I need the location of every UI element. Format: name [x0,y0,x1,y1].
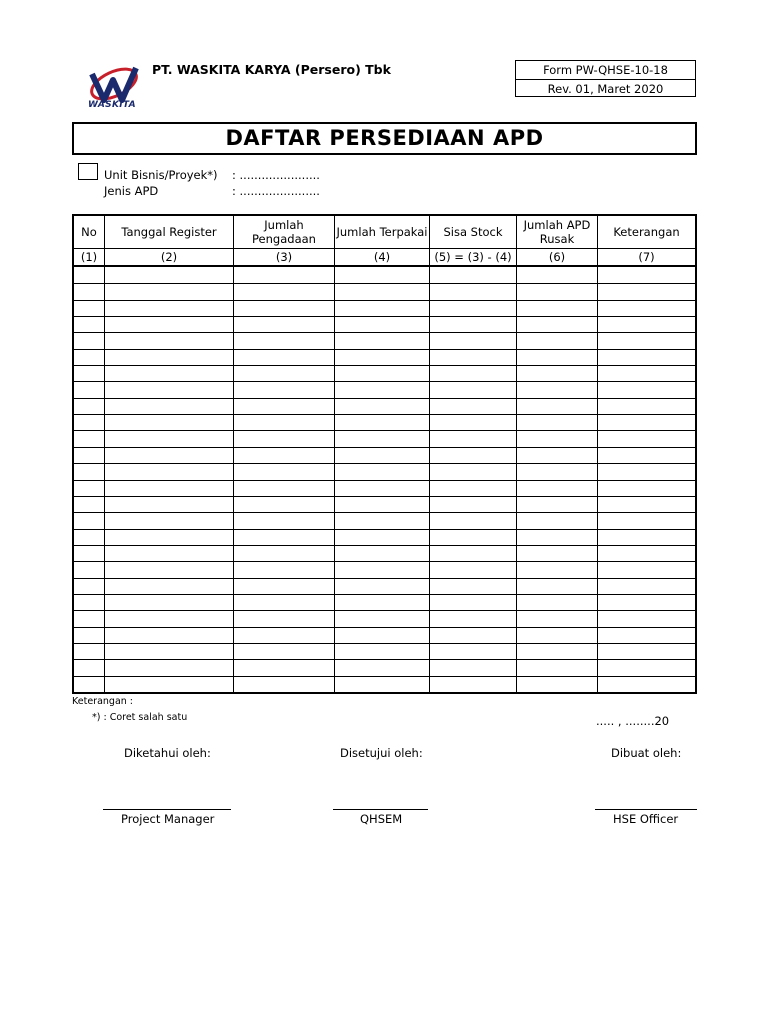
page-title: DAFTAR PERSEDIAAN APD [72,122,697,155]
header-tanggal: Tanggal Register [121,225,217,239]
notes-item: *) : Coret salah satu [92,712,188,723]
table-row-divider [74,578,695,579]
table-row-divider [74,496,695,497]
table-row-divider [74,316,695,317]
table-row-divider [74,627,695,628]
table-row-divider [74,610,695,611]
made-by-label: Dibuat oleh: [611,746,682,760]
unit-value[interactable]: : ...................... [232,168,320,182]
header-pengadaan: Jumlah Pengadaan [252,218,316,246]
inventory-table [72,214,697,694]
role-hse-officer: HSE Officer [613,812,679,826]
table-column-divider [597,216,598,692]
table-row-divider [74,463,695,464]
col-number: (5) = (3) - (4) [434,250,512,264]
table-row-divider [74,561,695,562]
form-code-box [515,60,696,97]
table-row-divider [74,381,695,382]
table-row-divider [74,594,695,595]
company-name: PT. WASKITA KARYA (Persero) Tbk [152,62,391,77]
table-row-divider [74,349,695,350]
table-row-divider [74,332,695,333]
notes-label: Keterangan : [72,696,134,707]
unit-label: Unit Bisnis/Proyek*) [104,168,218,182]
form-revision: Rev. 01, Maret 2020 [516,79,695,98]
table-row-divider [74,265,695,267]
logo-text: WASKITA [88,100,136,110]
table-row-divider [74,480,695,481]
table-column-divider [104,216,105,692]
table-row-divider [74,430,695,431]
table-row-divider [74,676,695,677]
table-column-divider [429,216,430,692]
unit-checkbox[interactable] [78,163,98,180]
role-qhsem: QHSEM [360,812,403,826]
col-number: (1) [80,250,98,264]
table-row-divider [74,659,695,660]
table-row-divider [74,545,695,546]
header-keterangan: Keterangan [613,225,680,239]
table-row-divider [74,300,695,301]
approved-by-label: Disetujui oleh: [340,746,423,760]
col-number: (2) [160,250,178,264]
signature-line [595,809,697,810]
table-row-divider [74,398,695,399]
role-project-manager: Project Manager [121,812,215,826]
table-row-divider [74,643,695,644]
table-column-divider [516,216,517,692]
table-column-divider [233,216,234,692]
jenis-value[interactable]: : ...................... [232,184,320,198]
header-no: No [81,225,97,239]
jenis-label: Jenis APD [104,184,159,198]
col-number: (3) [275,250,293,264]
table-row-divider [74,414,695,415]
table-row-divider [74,512,695,513]
col-number: (7) [638,250,655,264]
date-placeholder[interactable]: ..... , ........20 [596,714,670,728]
header-sisa: Sisa Stock [443,225,503,239]
table-row-divider [74,447,695,448]
table-row-divider [74,365,695,366]
table-row-divider [74,248,695,249]
known-by-label: Diketahui oleh: [124,746,211,760]
col-number: (6) [548,250,566,264]
header-rusak: Jumlah APD Rusak [523,218,591,246]
col-number: (4) [373,250,391,264]
form-code: Form PW-QHSE-10-18 [543,63,668,77]
signature-line [103,809,231,810]
table-column-divider [334,216,335,692]
signature-line [333,809,428,810]
table-row-divider [74,283,695,284]
header-terpakai: Jumlah Terpakai [336,225,428,239]
table-row-divider [74,529,695,530]
